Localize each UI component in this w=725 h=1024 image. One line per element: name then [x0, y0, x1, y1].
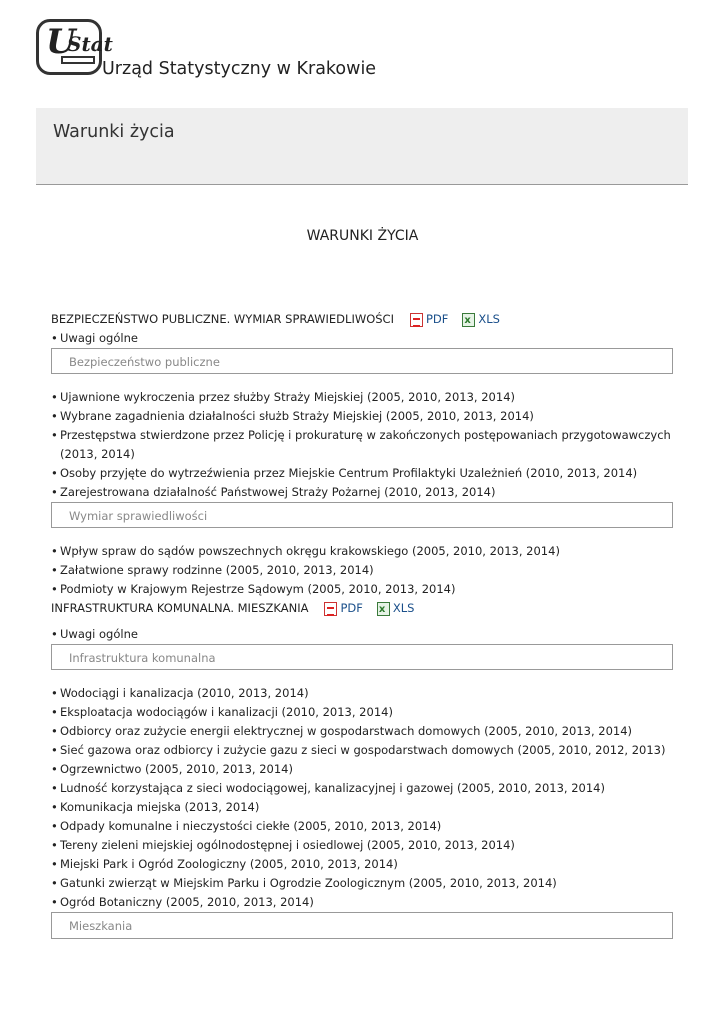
list-item-link[interactable]: Ogród Botaniczny (2005, 2010, 2013, 2014) [60, 895, 314, 909]
list-item-link[interactable]: Sieć gazowa oraz odbiorcy i zużycie gazu z sieci w gospodarstwach domowych (2005, 2010, 2012, 2013) [60, 743, 666, 757]
content [51, 310, 673, 939]
list-item[interactable] [51, 798, 673, 817]
xls-download-link[interactable]: x XLS [377, 599, 415, 618]
list-item[interactable] [51, 817, 673, 836]
pdf-icon [324, 602, 337, 616]
site-header [36, 19, 716, 79]
list-item[interactable] [51, 483, 673, 502]
pdf-download-link[interactable]: PDF [324, 599, 362, 618]
main-heading: WARUNKI ŻYCIA [306, 228, 419, 244]
page-hero [36, 108, 688, 185]
list-item[interactable]: • Uwagi ogólne [51, 625, 673, 644]
list-item[interactable]: • Uwagi ogólne [51, 329, 673, 348]
list-item[interactable] [51, 855, 673, 874]
list-item-link[interactable]: Miejski Park i Ogród Zoologiczny (2005, 2010, 2013, 2014) [60, 857, 398, 871]
list-item[interactable] [51, 426, 673, 464]
list-item[interactable] [51, 722, 673, 741]
list-item[interactable] [51, 542, 673, 561]
list-item-link[interactable]: Wodociągi i kanalizacja (2010, 2013, 2014) [60, 686, 309, 700]
list-item[interactable] [51, 580, 673, 599]
list-item-link[interactable]: Ludność korzystająca z sieci wodociągowej, kanalizacyjnej i gazowej (2005, 2010, 2013, 2014) [60, 781, 605, 795]
section-title: BEZPIECZEŃSTWO PUBLICZNE. WYMIAR SPRAWIEDLIWOŚCI [51, 312, 394, 326]
xls-icon [377, 602, 390, 616]
subsection-header: Mieszkania [51, 912, 673, 939]
list-item[interactable] [51, 836, 673, 855]
section-title: INFRASTRUKTURA KOMUNALNA. MIESZKANIA [51, 601, 309, 615]
list-item-link[interactable]: Ujawnione wykroczenia przez służby Straży Miejskiej (2005, 2010, 2013, 2014) [60, 390, 515, 404]
list-item-link[interactable]: Odbiorcy oraz zużycie energii elektrycznej w gospodarstwach domowych (2005, 2010, 2013, 2014) [60, 724, 633, 738]
site-title[interactable]: Urząd Statystyczny w Krakowie [102, 59, 377, 79]
pdf-download-link[interactable]: PDF [410, 310, 448, 329]
list-item-link[interactable]: Odpady komunalne i nieczystości ciekłe (2005, 2010, 2013, 2014) [60, 819, 442, 833]
list-item-link[interactable]: Tereny zieleni miejskiej ogólnodostępnej i osiedlowej (2005, 2010, 2013, 2014) [60, 838, 515, 852]
list-item[interactable] [51, 407, 673, 426]
list-item-link[interactable]: Ogrzewnictwo (2005, 2010, 2013, 2014) [60, 762, 293, 776]
list-item[interactable] [51, 464, 673, 483]
list-item-link[interactable]: Komunikacja miejska (2013, 2014) [60, 800, 260, 814]
page-title: Warunki życia [53, 122, 175, 142]
item-list [51, 684, 673, 912]
xls-icon [462, 313, 475, 327]
pdf-icon [410, 313, 423, 327]
list-item[interactable] [51, 760, 673, 779]
us-logo[interactable]: U Stat [36, 19, 102, 75]
list-item[interactable] [51, 684, 673, 703]
list-item[interactable] [51, 874, 673, 893]
list-item-link[interactable]: Podmioty w Krajowym Rejestrze Sądowym (2005, 2010, 2013, 2014) [60, 582, 456, 596]
list-item-link[interactable]: Eksploatacja wodociągów i kanalizacji (2010, 2013, 2014) [60, 705, 393, 719]
list-item-link[interactable]: Osoby przyjęte do wytrzeźwienia przez Miejskie Centrum Profilaktyki Uzależnień (2010, 2013, 2014) [60, 466, 638, 480]
list-item-link[interactable]: Wpływ spraw do sądów powszechnych okręgu krakowskiego (2005, 2010, 2013, 2014) [60, 544, 560, 558]
subsection-header: Wymiar sprawiedliwości [51, 502, 673, 528]
subsection-header: Bezpieczeństwo publiczne [51, 348, 673, 374]
list-item[interactable] [51, 561, 673, 580]
subsection-header: Infrastruktura komunalna [51, 644, 673, 670]
list-item[interactable] [51, 893, 673, 912]
section-title-row [51, 310, 673, 329]
list-item-link[interactable]: Przestępstwa stwierdzone przez Policję i prokuraturę w zakończonych postępowaniach przygotowawczych (2013, 2014) [60, 428, 671, 461]
list-item-link[interactable]: Zarejestrowana działalność Państwowej Straży Pożarnej (2010, 2013, 2014) [60, 485, 496, 499]
list-item[interactable] [51, 779, 673, 798]
list-item[interactable] [51, 741, 673, 760]
xls-download-link[interactable]: x XLS [462, 310, 500, 329]
list-item-link[interactable]: Wybrane zagadnienia działalności służb Straży Miejskiej (2005, 2010, 2013, 2014) [60, 409, 534, 423]
list-item-link[interactable]: Gatunki zwierząt w Miejskim Parku i Ogrodzie Zoologicznym (2005, 2010, 2013, 2014) [60, 876, 557, 890]
list-item-link[interactable]: Załatwione sprawy rodzinne (2005, 2010, 2013, 2014) [60, 563, 374, 577]
section-title-row [51, 599, 673, 618]
item-list [51, 388, 673, 502]
item-list [51, 542, 673, 599]
list-item[interactable] [51, 703, 673, 722]
list-item[interactable] [51, 388, 673, 407]
